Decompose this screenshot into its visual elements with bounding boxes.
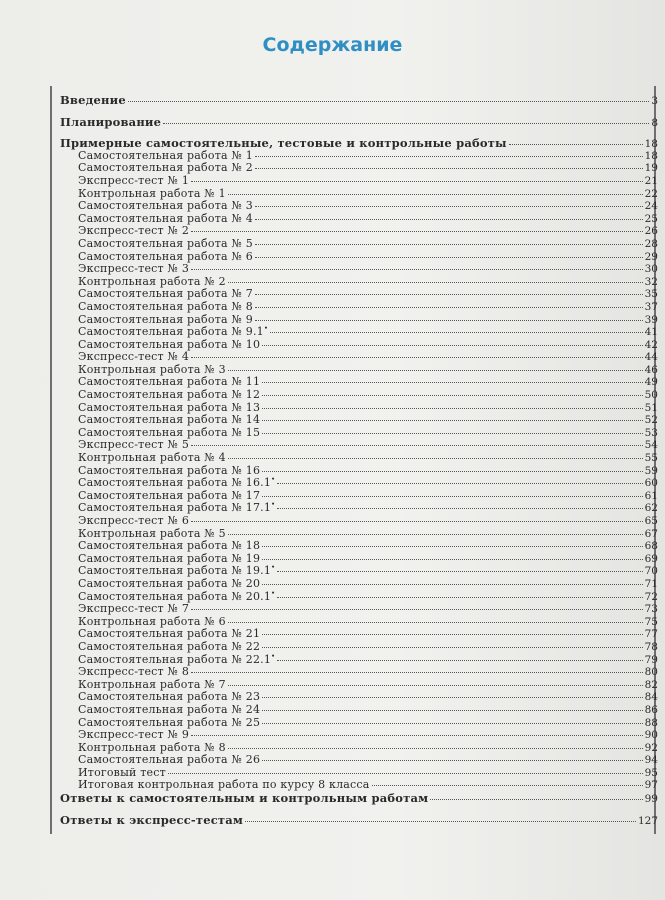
toc-entry-label: Самостоятельная работа № 7 — [78, 287, 253, 301]
toc-page-number: 97 — [644, 779, 658, 792]
dot-leader — [262, 709, 642, 711]
toc-page-number: 86 — [644, 703, 658, 716]
dot-leader — [255, 319, 643, 321]
dot-leader — [509, 143, 643, 145]
toc-entry-label: Итоговая контрольная работа по курсу 8 класса — [78, 778, 370, 792]
bullet-mark: • — [271, 500, 276, 509]
toc-page-number: 60 — [644, 477, 658, 490]
toc-page-number: 22 — [644, 187, 658, 200]
toc-page-number: 59 — [644, 464, 658, 477]
toc-entry-label: Самостоятельная работа № 21 — [78, 627, 261, 641]
dot-leader — [262, 545, 642, 547]
toc-page-number: 67 — [644, 527, 658, 540]
toc-entry-label: Экспресс-тест № 8 — [78, 665, 190, 679]
toc-page-number: 46 — [644, 363, 658, 376]
toc-page-number: 80 — [644, 666, 658, 679]
dot-leader — [191, 444, 643, 446]
toc-entry-label: Экспресс-тест № 7 — [78, 602, 190, 616]
toc-entry-label: Контрольная работа № 8 — [78, 740, 226, 754]
toc-entry-label: Экспресс-тест № 5 — [78, 438, 190, 452]
toc-page-number: 72 — [644, 590, 658, 603]
toc-page-number: 41 — [644, 326, 658, 339]
toc-entry-label: Самостоятельная работа № 22.1• — [78, 651, 276, 666]
toc-entry-label: Самостоятельная работа № 23 — [78, 690, 261, 704]
toc-entry-label: Контрольная работа № 1 — [78, 186, 226, 200]
toc-entry-label: Самостоятельная работа № 24 — [78, 702, 261, 716]
dot-leader — [255, 167, 643, 169]
dot-leader — [277, 482, 642, 484]
dot-leader — [245, 820, 636, 822]
toc-entry-label: Самостоятельная работа № 16 — [78, 463, 261, 477]
toc-page-number: 19 — [644, 162, 658, 175]
toc-page-number: 35 — [644, 288, 658, 301]
toc-entry-label: Экспресс-тест № 1 — [78, 173, 190, 187]
toc-entry-label: Экспресс-тест № 2 — [78, 224, 190, 238]
dot-leader — [168, 772, 643, 774]
bullet-mark: • — [271, 588, 276, 597]
toc-section-entry[interactable] — [60, 94, 658, 107]
dot-leader — [262, 759, 642, 761]
toc-page-number: 8 — [651, 116, 658, 129]
toc-page-number: 55 — [644, 452, 658, 465]
toc-entry-label: Самостоятельная работа № 20.1• — [78, 588, 276, 603]
toc-entry-label: Самостоятельная работа № 17.1• — [78, 500, 276, 515]
toc-page-number: 99 — [644, 793, 658, 806]
toc-entry-label: Самостоятельная работа № 5 — [78, 236, 253, 250]
dot-leader — [255, 218, 643, 220]
toc-page-number: 61 — [644, 489, 658, 502]
toc-entry-label: Контрольная работа № 2 — [78, 274, 226, 288]
toc-page-number: 18 — [644, 149, 658, 162]
dot-leader — [277, 596, 642, 598]
dot-leader — [262, 646, 642, 648]
toc-page-number: 29 — [644, 250, 658, 263]
dot-leader — [262, 407, 642, 409]
dot-leader — [262, 432, 642, 434]
toc-entry-label: Самостоятельная работа № 6 — [78, 249, 253, 263]
bullet-mark: • — [271, 651, 276, 660]
dot-leader — [262, 344, 642, 346]
toc-page-number: 84 — [644, 691, 658, 704]
dot-leader — [255, 293, 643, 295]
toc-entry-label: Самостоятельная работа № 10 — [78, 337, 261, 351]
toc-page-number: 68 — [644, 540, 658, 553]
dot-leader — [262, 558, 642, 560]
toc-page-number: 73 — [644, 603, 658, 616]
toc-entry-label: Самостоятельная работа № 16.1• — [78, 475, 276, 490]
toc-section-entry[interactable] — [60, 792, 658, 805]
toc-entry-label: Итоговый тест — [78, 765, 166, 779]
toc-page-number: 30 — [644, 263, 658, 276]
dot-leader — [262, 583, 642, 585]
dot-leader — [191, 180, 643, 182]
toc-page-number: 44 — [644, 351, 658, 364]
dot-leader — [277, 659, 642, 661]
toc-entry-label: Самостоятельная работа № 19 — [78, 551, 261, 565]
toc-section-entry[interactable] — [60, 116, 658, 129]
dot-leader — [277, 570, 642, 572]
table-of-contents — [60, 94, 658, 826]
toc-page-number: 39 — [644, 313, 658, 326]
dot-leader — [228, 684, 643, 686]
toc-entry-label: Планирование — [60, 114, 162, 129]
toc-page-number: 71 — [644, 577, 658, 590]
dot-leader — [262, 419, 642, 421]
dot-leader — [163, 122, 649, 124]
toc-entry-label: Самостоятельная работа № 17 — [78, 488, 261, 502]
toc-page-number: 26 — [644, 225, 658, 238]
toc-page-number: 18 — [644, 138, 658, 151]
toc-section-entry[interactable] — [60, 814, 658, 827]
dot-leader — [262, 696, 642, 698]
bullet-mark: • — [263, 324, 269, 333]
toc-page-number: 37 — [644, 300, 658, 313]
dot-leader — [191, 356, 643, 358]
toc-entry-label: Экспресс-тест № 4 — [78, 350, 190, 364]
toc-entry-label: Самостоятельная работа № 26 — [78, 753, 261, 767]
dot-leader — [228, 533, 643, 535]
toc-page-number: 21 — [644, 174, 658, 187]
toc-page-number: 51 — [644, 401, 658, 414]
toc-entry-label: Контрольная работа № 7 — [78, 677, 226, 691]
dot-leader — [262, 381, 642, 383]
toc-entry-label: Самостоятельная работа № 9.1• — [78, 324, 269, 339]
toc-page-number: 52 — [644, 414, 658, 427]
dot-leader — [255, 256, 643, 258]
toc-entry-label: Самостоятельная работа № 8 — [78, 299, 253, 313]
dot-leader — [372, 784, 643, 786]
toc-entry-label: Самостоятельная работа № 25 — [78, 715, 261, 729]
dot-leader — [228, 747, 643, 749]
toc-page-number: 78 — [644, 640, 658, 653]
dot-leader — [228, 621, 643, 623]
toc-entry-label: Самостоятельная работа № 3 — [78, 199, 253, 213]
toc-entry-label: Экспресс-тест № 3 — [78, 262, 190, 276]
toc-entry-label: Самостоятельная работа № 14 — [78, 413, 261, 427]
toc-entry-label: Ответы к самостоятельным и контрольным работам — [60, 791, 429, 806]
dot-leader — [255, 243, 643, 245]
toc-page-number: 24 — [644, 200, 658, 213]
toc-entry-label: Самостоятельная работа № 20 — [78, 576, 261, 590]
dot-leader — [128, 100, 649, 102]
dot-leader — [255, 155, 643, 157]
toc-page-number: 82 — [644, 678, 658, 691]
bullet-mark: • — [271, 563, 276, 572]
toc-page-number: 94 — [644, 754, 658, 767]
dot-leader — [430, 798, 642, 800]
dot-leader — [191, 608, 643, 610]
dot-leader — [228, 281, 643, 283]
toc-entry-label: Самостоятельная работа № 9 — [78, 312, 253, 326]
toc-page-number: 69 — [644, 552, 658, 565]
toc-entry-label: Самостоятельная работа № 2 — [78, 161, 253, 175]
toc-entry-label: Самостоятельная работа № 4 — [78, 211, 253, 225]
toc-page-number: 62 — [644, 502, 658, 515]
toc-entry-label: Самостоятельная работа № 13 — [78, 400, 261, 414]
dot-leader — [255, 205, 643, 207]
toc-entry-label: Самостоятельная работа № 1 — [78, 148, 253, 162]
toc-entry-label: Контрольная работа № 3 — [78, 362, 226, 376]
toc-page-number: 79 — [644, 653, 658, 666]
dot-leader — [228, 193, 643, 195]
dot-leader — [228, 369, 643, 371]
toc-page-number: 42 — [644, 338, 658, 351]
toc-page-number: 54 — [644, 439, 658, 452]
dot-leader — [262, 633, 642, 635]
dot-leader — [262, 470, 642, 472]
dot-leader — [191, 268, 643, 270]
dot-leader — [270, 331, 642, 333]
toc-entry-label: Введение — [60, 93, 126, 107]
dot-leader — [277, 507, 642, 509]
dot-leader — [191, 230, 643, 232]
toc-page-number: 50 — [644, 389, 658, 402]
dot-leader — [262, 722, 642, 724]
toc-page-number: 70 — [644, 565, 658, 578]
dot-leader — [262, 394, 642, 396]
toc-entry-label: Примерные самостоятельные, тестовые и контрольные работы — [60, 136, 507, 151]
toc-page-number: 127 — [637, 814, 658, 827]
dot-leader — [255, 306, 643, 308]
toc-entry-label: Самостоятельная работа № 22 — [78, 639, 261, 653]
toc-entry-label: Самостоятельная работа № 19.1• — [78, 563, 276, 578]
dot-leader — [191, 520, 643, 522]
toc-page-number: 53 — [644, 426, 658, 439]
toc-entry-label: Экспресс-тест № 6 — [78, 514, 190, 527]
toc-page-number: 88 — [644, 716, 658, 729]
toc-page-number: 3 — [651, 95, 658, 107]
toc-page-number: 28 — [644, 237, 658, 250]
toc-entry-label: Самостоятельная работа № 12 — [78, 388, 261, 402]
toc-entry-label: Ответы к экспресс-тестам — [60, 812, 244, 827]
page-title: Содержание — [262, 34, 403, 56]
toc-entry-label: Контрольная работа № 4 — [78, 451, 226, 465]
toc-page-number: 25 — [644, 212, 658, 225]
toc-entry-label: Самостоятельная работа № 18 — [78, 539, 261, 553]
toc-entry-label: Контрольная работа № 5 — [78, 526, 226, 540]
dot-leader — [228, 457, 643, 459]
toc-page-number: 75 — [644, 615, 658, 628]
toc-page-number: 95 — [644, 766, 658, 779]
toc-entry-label: Экспресс-тест № 9 — [78, 728, 190, 742]
toc-page-number: 92 — [644, 741, 658, 754]
toc-page-number: 90 — [644, 729, 658, 742]
toc-page-number: 32 — [644, 275, 658, 288]
dot-leader — [191, 671, 643, 673]
toc-entry-label: Контрольная работа № 6 — [78, 614, 226, 628]
toc-entry-label: Самостоятельная работа № 11 — [78, 375, 261, 389]
dot-leader — [262, 495, 642, 497]
bullet-mark: • — [271, 475, 276, 484]
toc-page-number: 49 — [644, 376, 658, 389]
toc-page-number: 65 — [644, 515, 658, 527]
toc-page-number: 77 — [644, 628, 658, 641]
toc-entry-label: Самостоятельная работа № 15 — [78, 425, 261, 439]
dot-leader — [191, 734, 643, 736]
